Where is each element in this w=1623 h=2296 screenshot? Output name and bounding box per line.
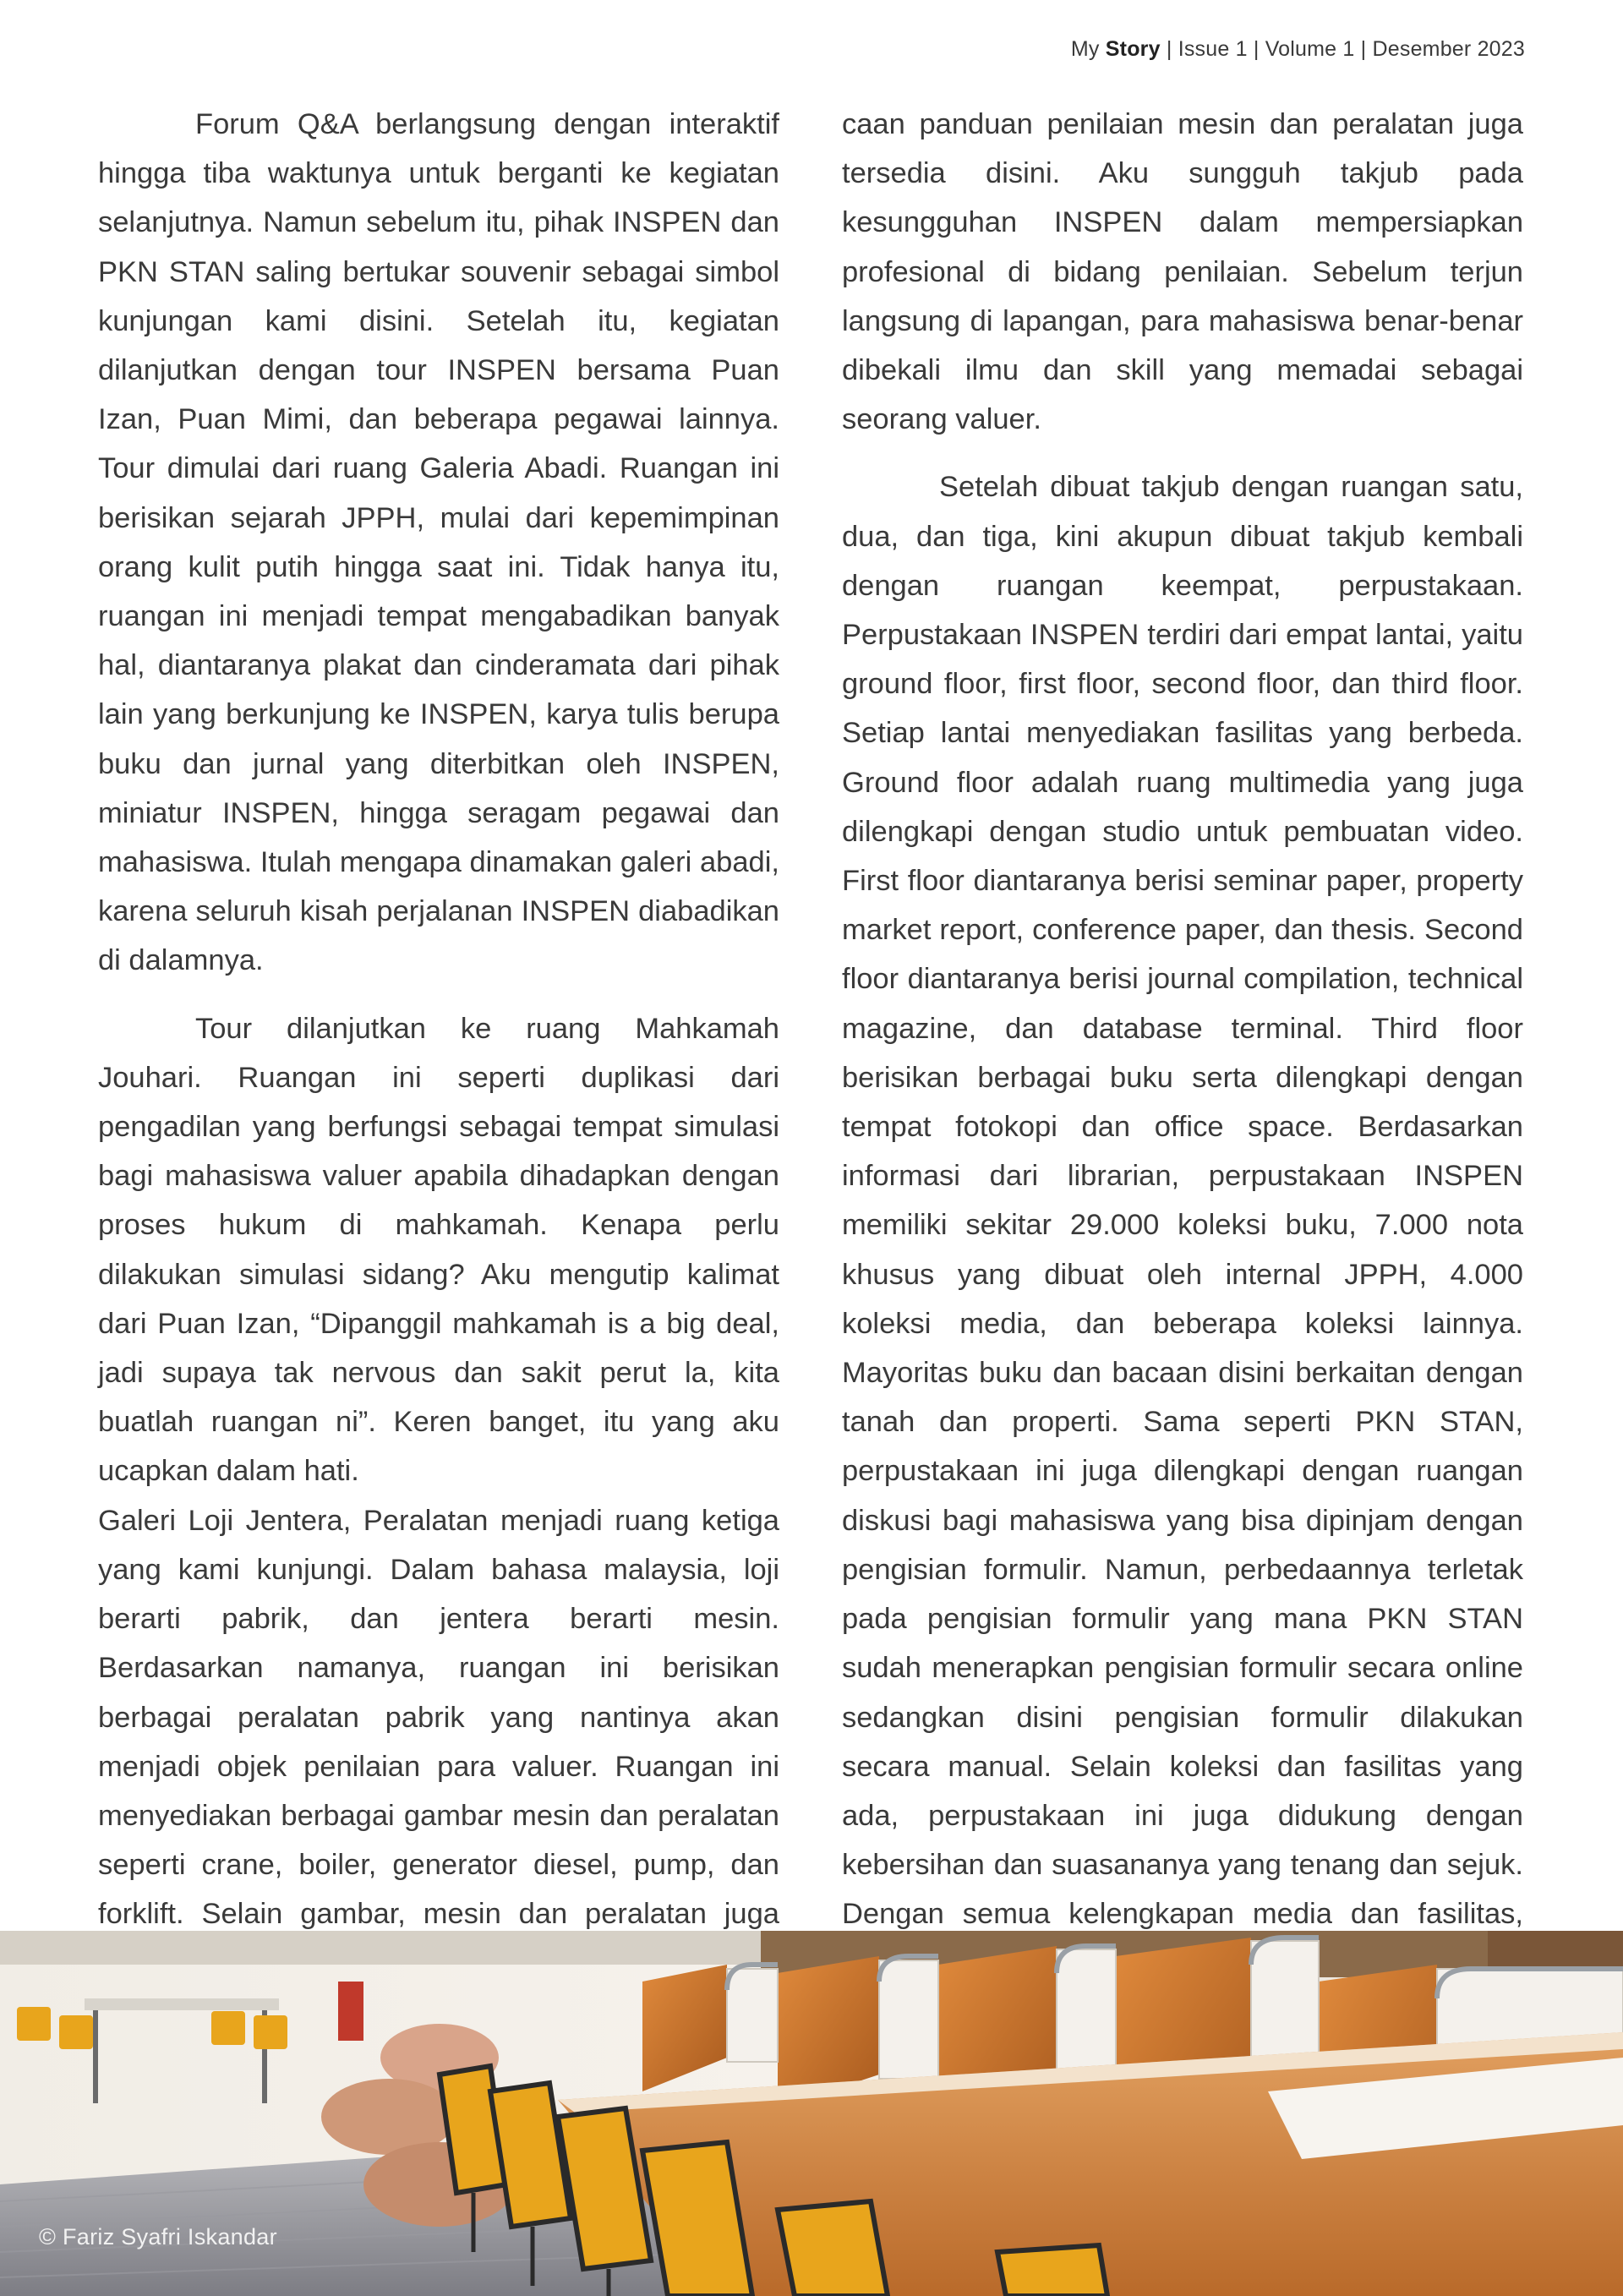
header-prefix: My	[1070, 37, 1100, 61]
right-column	[842, 100, 1523, 2056]
right-paragraph-2: Setelah dibuat takjub dengan ruangan satu, dua, dan tiga, kini akupun dibuat takjub kembali dengan ruangan keempat, perpustakaan. Perpustakaan INSPEN terdiri dari empat lantai, yaitu ground floor, first floor, second floor, dan third floor. Setiap lantai menyediakan fasilitas yang berbeda. Ground floor adalah ruang multimedia yang juga dilengkapi dengan studio untuk pembuatan video. First floor diantaranya berisi seminar paper, property market report, conference paper, dan thesis. Second floor diantaranya berisi journal compilation, technical magazine, dan database terminal. Third floor berisikan berbagai buku serta dilengkapi dengan tempat fotokopi dan office space. Berdasarkan informasi dari librarian, perpustakaan INSPEN memiliki sekitar 29.000 koleksi buku, 7.000 nota khusus yang dibuat oleh internal JPPH, 4.000 koleksi media, dan beberapa koleksi lainnya. Mayoritas buku dan bacaan disini berkaitan dengan tanah dan properti. Sama seperti PKN STAN, perpustakaan ini juga dilengkapi dengan ruangan diskusi bagi mahasiswa yang bisa dipinjam dengan pengisian formulir. Namun, perbedaannya terletak pada pengisian formulir yang mana PKN STAN sudah menerapkan pengisian formulir secara online sedangkan disini pengisian formulir dilakukan secara manual. Selain koleksi dan fasilitas yang ada, perpustakaan ini juga didukung dengan kebersihan dan suasananya yang tenang dan sejuk. Dengan semua kelengkapan media dan fasilitas,	[842, 471, 1523, 1931]
left-paragraph-3: Galeri Loji Jentera, Peralatan menjadi ruang ketiga yang kami kunjungi. Dalam bahasa malaysia, loji berarti pabrik, dan jentera berarti mesin. Berdasarkan namanya, ruangan ini berisikan berbagai peralatan pabrik yang nantinya akan menjadi objek penilaian para valuer. Ruangan ini menyediakan berbagai gambar mesin dan peralatan seperti crane, boiler, generator diesel, pump, dan forklift. Selain gambar, mesin dan peralatan juga	[98, 1504, 779, 1931]
left-paragraph-1: Forum Q&A berlangsung dengan interaktif hingga tiba waktunya untuk berganti ke kegiatan selanjutnya. Namun sebelum itu, pihak INSPEN dan PKN STAN saling bertukar souvenir sebagai simbol kunjungan kami disini. Setelah itu, kegiatan dilanjutkan dengan tour INSPEN bersama Puan Izan, Puan Mimi, dan beberapa pegawai lainnya. Tour dimulai dari ruang Galeria Abadi. Ruangan ini berisikan sejarah JPPH, mulai dari kepemimpinan orang kulit putih hingga saat ini. Tidak hanya itu, ruangan ini menjadi tempat mengabadikan banyak hal, diantaranya plakat dan cinderamata dari pihak lain yang berkunjung ke INSPEN, karya tulis berupa buku dan jurnal yang diterbitkan oleh INSPEN, miniatur INSPEN, hingga seragam pegawai dan mahasiswa. Itulah mengapa dinamakan galeri abadi, karena seluruh kisah perjalanan INSPEN diabadikan di dalamnya.	[98, 108, 779, 977]
header-issue: | Issue 1 | Volume 1 | Desember 2023	[1166, 37, 1525, 61]
right-paragraph-1: caan panduan penilaian mesin dan peralatan juga tersedia disini. Aku sungguh takjub pada kesungguhan INSPEN dalam mempersiapkan profesional di bidang penilaian. Sebelum terjun langsung di lapangan, para mahasiswa benar-benar dibekali ilmu dan skill yang memadai sebagai seorang valuer.	[842, 108, 1523, 436]
header-brand: Story	[1105, 37, 1161, 61]
page-header	[1071, 37, 1525, 62]
left-paragraph-2: Tour dilanjutkan ke ruang Mahkamah Jouhari. Ruangan ini seperti duplikasi dari pengadilan yang berfungsi sebagai tempat simulasi bagi mahasiswa valuer apabila dihadapkan dengan proses hukum di mahkamah. Kenapa perlu dilakukan simulasi sidang? Aku mengutip kalimat dari Puan Izan, “Dipanggil mahkamah is a big deal, jadi supaya tak nervous dan sakit perut la, kita buatlah ruangan ni”. Keren banget, itu yang aku ucapkan dalam hati.	[98, 1012, 779, 1488]
photo-credit: © Fariz Syafri Iskandar	[39, 2224, 277, 2250]
left-column	[98, 100, 779, 2105]
